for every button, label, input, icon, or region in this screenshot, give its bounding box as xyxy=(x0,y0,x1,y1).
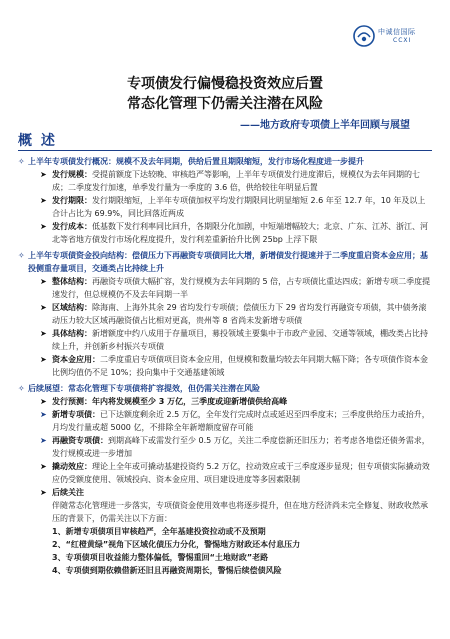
sub-bullet xyxy=(18,220,432,246)
bullet-lead: 撬动效应： xyxy=(52,462,92,471)
logo-text-cn: 中诚信国际 xyxy=(378,28,416,36)
numbered-point xyxy=(18,564,432,577)
sub-bullet xyxy=(18,486,432,499)
bullet-text: 再融资专项债大幅扩容，发行规模为去年同期的 5 倍，占专项债比重达四成；新增专项二季度提速发行，但总规模仍不及去年同期一半 xyxy=(52,277,431,299)
arrow-bullet-icon: ➤ xyxy=(40,170,47,179)
bullet-text: 二季度重启专项债项目资本金应用，但规模和数量均较去年同期大幅下降；各专项债作资本金比例均值仍不足 10%；投向集中于交通基建领域 xyxy=(52,355,428,377)
sub-bullet xyxy=(18,460,432,486)
arrow-bullet-icon: ➤ xyxy=(40,277,47,286)
bullet-text: 1、新增专项债项目审核趋严，全年基建投资拉动或不及预期 xyxy=(52,527,266,536)
arrow-bullet-icon: ➤ xyxy=(40,436,47,445)
sub-bullet xyxy=(18,168,432,194)
arrow-bullet-icon: ➤ xyxy=(40,462,47,471)
bullet-text: 3、专项债项目收益能力整体偏低，警惕重回“土地财政”老路 xyxy=(52,553,269,562)
section-bullet xyxy=(18,155,432,168)
logo-text-en: CCXI xyxy=(393,37,412,44)
numbered-point xyxy=(18,538,432,551)
bullet-text: 2、“红橙黄绿”视角下区域化债压力分化，警惕地方财政还本付息压力 xyxy=(52,540,301,549)
bullet-text: 低基数下发行利率同比回升，各期限分化加剧，中短端增幅较大；北京、广东、江苏、浙江、河北等省地方债发行市场化程度提升，发行利差重新抬升比例 25bp 上浮下限 xyxy=(52,222,428,244)
section-heading: 概 述 xyxy=(18,133,57,149)
ccxi-logo-icon xyxy=(353,25,375,47)
bullet-text: 上半年专项债资金投向结构：偿债压力下再融资专项债同比大增，新增债发行提速并于二季度重启资本金应用；基投侧重存量项目，交通类占比持续上升 xyxy=(28,251,428,273)
bullet-lead: 具体结构： xyxy=(52,329,92,338)
section-divider xyxy=(18,150,432,151)
diamond-bullet-icon: ✧ xyxy=(18,157,25,166)
bullet-lead: 再融资专项债： xyxy=(52,436,108,445)
arrow-bullet-icon: ➤ xyxy=(40,397,47,406)
bullet-lead: 新增专项债： xyxy=(52,410,100,419)
bullet-text: 受提前额度下达较晚、审核趋严等影响，上半年专项债发行进度滞后，规模仅为去年同期的七成；二季度发行加速，单季发行量为一季度的 3.6 倍，供给较往年明显后置 xyxy=(52,170,420,192)
bullet-lead: 后续关注 xyxy=(52,488,84,497)
sub-bullet xyxy=(18,275,432,301)
bullet-lead: 发行成本： xyxy=(52,222,92,231)
arrow-bullet-icon: ➤ xyxy=(40,329,47,338)
bullet-lead: 整体结构： xyxy=(52,277,92,286)
arrow-bullet-icon: ➤ xyxy=(40,222,47,231)
sub-bullet xyxy=(18,434,432,460)
summary-content xyxy=(18,152,432,577)
sub-bullet xyxy=(18,395,432,408)
bullet-text: 年内将发规模至少 3 万亿，三季度或迎新增债供给高峰 xyxy=(92,397,288,406)
bullet-text: 伴随常态化管理进一步落实，专项债资金使用效率也将逐步提升，但在地方经济尚未完全修复、财政收然承压的背景下，仍需关注以下方面： xyxy=(52,501,428,523)
sub-bullet xyxy=(18,353,432,379)
sub-bullet xyxy=(18,327,432,353)
arrow-bullet-icon: ➤ xyxy=(40,303,47,312)
sub-bullet xyxy=(18,408,432,434)
title-line-2: 常态化管理下仍需关注潜在风险 xyxy=(127,96,323,112)
report-title xyxy=(0,74,450,114)
arrow-bullet-icon: ➤ xyxy=(40,196,47,205)
bullet-text: 到期高峰下或需发行至少 0.5 万亿，关注二季度偿新还旧压力；若考虑各地偿还债务需求，发行规模或进一步增加 xyxy=(52,436,430,458)
bullet-lead: 发行规模： xyxy=(52,170,92,179)
sub-bullet xyxy=(18,301,432,327)
diamond-bullet-icon: ✧ xyxy=(18,251,25,260)
bullet-text: 4、专项债到期依赖借新还旧且再融资周期长，警惕后续偿债风险 xyxy=(52,566,282,575)
paragraph xyxy=(18,499,432,525)
arrow-bullet-icon: ➤ xyxy=(40,355,47,364)
bullet-text: 发行期限缩短，上半年专项债加权平均发行期限同比明显缩短 2.6 年至 12.7 年，10 年及以上合计占比为 69.9%，同比回落近两成 xyxy=(52,196,426,218)
bullet-text: 上半年专项债发行概况：规模不及去年同期，供给后置且期限缩短，发行市场化程度进一步提升 xyxy=(28,157,364,166)
diamond-bullet-icon: ✧ xyxy=(18,384,25,393)
bullet-lead: 区域结构： xyxy=(52,303,92,312)
numbered-point xyxy=(18,551,432,564)
arrow-bullet-icon: ➤ xyxy=(40,410,47,419)
title-line-1: 专项债发行偏慢稳投资效应后置 xyxy=(127,76,323,92)
report-subtitle: ——地方政府专项债上半年回顾与展望 xyxy=(240,120,410,131)
numbered-point xyxy=(18,525,432,538)
bullet-lead: 资本金应用： xyxy=(52,355,100,364)
bullet-text: 除海南、上海外其余 29 省均发行专项债；偿债压力下 29 省均发行再融资专项债，其中债务滚动压力较大区域再融资债占比相对更高，贵州等 8 省尚未发新增专项债 xyxy=(52,303,427,325)
brand-logo xyxy=(353,25,428,47)
bullet-text: 已下达额度剩余近 2.5 万亿，全年发行完成时点或延迟至四季度末；三季度供给压力或抬升，月均发行量或超 5000 亿，不排除全年新增额度留存可能 xyxy=(52,410,430,432)
arrow-bullet-icon: ➤ xyxy=(40,488,47,497)
section-bullet xyxy=(18,382,432,395)
bullet-text: 新增额度中约八成用于存量项目，募投领域主要集中于市政产业园、交通等领域，棚改类占比持续上升，并创新乡村振兴专项债 xyxy=(52,329,428,351)
sub-bullet xyxy=(18,194,432,220)
bullet-lead: 发行预测： xyxy=(52,397,92,406)
bullet-text: 理论上全年或可撬动基建投资约 5.2 万亿，拉动效应或于三季度逐步显现；但专项债实际撬动效应仍受额度使用、领域投向、资本金应用、项目建设进度等多因素限制 xyxy=(52,462,430,484)
section-bullet xyxy=(18,249,432,275)
bullet-text: 后续展望：常态化管理下专项债将扩容提效，但仍需关注潜在风险 xyxy=(28,384,260,393)
bullet-lead: 发行期限： xyxy=(52,196,92,205)
